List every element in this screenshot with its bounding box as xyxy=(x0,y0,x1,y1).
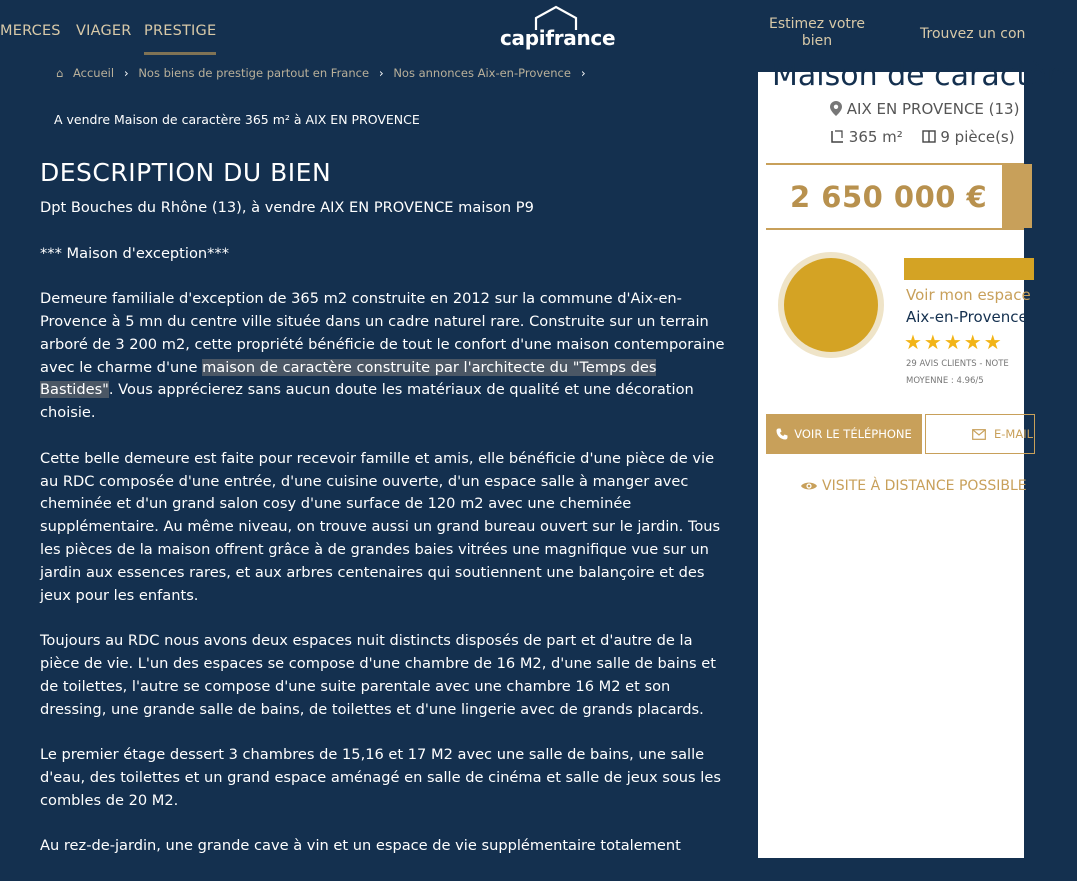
listing-location xyxy=(830,100,1019,118)
remote-visit-label: VISITE À DISTANCE POSSIBLE xyxy=(822,478,1027,494)
capifrance-logo[interactable] xyxy=(500,4,616,60)
surface-icon xyxy=(830,130,844,143)
map-pin-icon xyxy=(830,101,842,116)
email-label: E-MAIL xyxy=(994,427,1034,441)
listing-specs xyxy=(830,128,1015,146)
nav-link-viager[interactable]: VIAGER xyxy=(76,23,132,39)
chevron-right-icon: › xyxy=(379,66,384,80)
phone-icon xyxy=(776,428,788,440)
reviews-average: MOYENNE : 4.96/5 xyxy=(906,376,984,386)
agent-name-redacted xyxy=(904,258,1034,280)
property-description xyxy=(40,158,730,881)
eye-icon xyxy=(800,480,818,492)
rooms-icon xyxy=(922,130,936,143)
divider xyxy=(766,228,1024,230)
breadcrumb-prestige[interactable]: Nos biens de prestige partout en France xyxy=(138,66,370,80)
envelope-icon xyxy=(972,429,986,440)
agent-space-link[interactable]: Voir mon espace xyxy=(906,286,1031,304)
description-paragraph xyxy=(40,288,730,425)
price-accent xyxy=(1002,164,1032,228)
nav-link-prestige[interactable]: PRESTIGE xyxy=(144,23,217,39)
agent-city: Aix-en-Provence xyxy=(906,308,1028,326)
price-box xyxy=(766,164,1002,228)
rating-stars: ★★★★★ xyxy=(904,330,1004,354)
show-phone-label: VOIR LE TÉLÉPHONE xyxy=(794,427,912,441)
description-paragraph: Le premier étage dessert 3 chambres de 15,16 et 17 M2 avec une salle de bains, une salle d'eau, des toilettes et un grand espace aménagé en salle de cinéma et salle de jeux sous les combles de 20 M2. xyxy=(40,746,721,809)
breadcrumb xyxy=(56,66,592,80)
show-phone-button[interactable] xyxy=(766,414,922,454)
section-title: DESCRIPTION DU BIEN xyxy=(40,158,332,187)
trouvez-link[interactable]: Trouvez un con xyxy=(920,26,1026,42)
rooms-spec xyxy=(922,128,1015,146)
description-paragraph: Toujours au RDC nous avons deux espaces nuit distincts disposés de part et d'autre de la pièce de vie. L'un des espaces se compose d'une chambre de 16 M2, d'une salle de bains et de toilettes, l'autre se compose d'une suite parentale avec une chambre 16 M2 et son dressing, une grande salle de bains, de toilettes et d'une lingerie avec de grands placards. xyxy=(40,632,716,718)
listing-sidebar xyxy=(758,58,1077,858)
description-paragraph: Au rez-de-jardin, une grande cave à vin et un espace de vie supplémentaire totalement xyxy=(40,837,681,855)
logo-text: capifrance xyxy=(500,26,616,50)
avatar xyxy=(784,258,878,352)
surface-spec xyxy=(830,128,908,146)
estimez-link[interactable]: Estimez votre bien xyxy=(769,16,865,49)
surface-text: 365 m² xyxy=(848,128,903,146)
listing-title: Maison de caractère xyxy=(772,58,1077,93)
description-paragraph: *** Maison d'exception*** xyxy=(40,244,230,262)
description-paragraph: Cette belle demeure est faite pour recevoir famille et amis, elle bénéficie d'une pièce de vie au RDC composée d'une entrée, d'une cuisine ouverte, d'un espace salle à manger avec cheminée et d'un grand salon cosy d'une surface de 120 m2 avec une cheminée supplémentaire. Au même niveau, on trouve aussi un grand bureau ouvert sur le jardin. Tous les pièces de la maison offrent grâce à de grandes baies vitrées une magnifique vue sur un jardin aux essences rares, et aux arbres centenaires qui soutiennent une balançoire et des jeux pour les enfants. xyxy=(40,449,721,604)
chevron-right-icon: › xyxy=(124,66,129,80)
breadcrumb-accueil[interactable]: Accueil xyxy=(72,66,115,80)
breadcrumb-current: A vendre Maison de caractère 365 m² à AIX EN PROVENCE xyxy=(54,112,420,127)
rooms-text: 9 pièce(s) xyxy=(940,128,1015,146)
listing-price: 2 650 000 € xyxy=(790,180,988,214)
description-paragraph: Dpt Bouches du Rhône (13), à vendre AIX EN PROVENCE maison P9 xyxy=(40,199,534,216)
nav-link-commerces[interactable]: MERCES xyxy=(0,23,61,39)
email-button[interactable] xyxy=(925,414,1035,454)
description-text: Demeure familiale d'exception de 365 m2 construite en 2012 sur la commune d'Aix-en-Provence à 5 mn du centre ville située dans un cadre naturel rare. Construite sur un terrain arboré de 3 200 m2, cette propriété bénéficie de tout le confort d'une maison contemporaine avec le charme d'une xyxy=(40,290,725,376)
chevron-right-icon: › xyxy=(580,66,586,80)
location-text: AIX EN PROVENCE (13) xyxy=(846,100,1020,118)
description-text: . Vous apprécierez sans aucun doute les matériaux de qualité et une décoration choisie. xyxy=(40,381,694,422)
highlighted-text: maison de caractère construite par l'architecte du "Temps des Bastides" xyxy=(40,358,657,399)
home-icon: ⌂ xyxy=(56,66,64,80)
remote-visit-link[interactable] xyxy=(800,478,1027,494)
breadcrumb-annonces[interactable]: Nos annonces Aix-en-Provence xyxy=(393,66,571,80)
reviews-summary[interactable] xyxy=(906,356,1036,390)
reviews-count: 29 AVIS CLIENTS - NOTE xyxy=(906,359,1009,369)
